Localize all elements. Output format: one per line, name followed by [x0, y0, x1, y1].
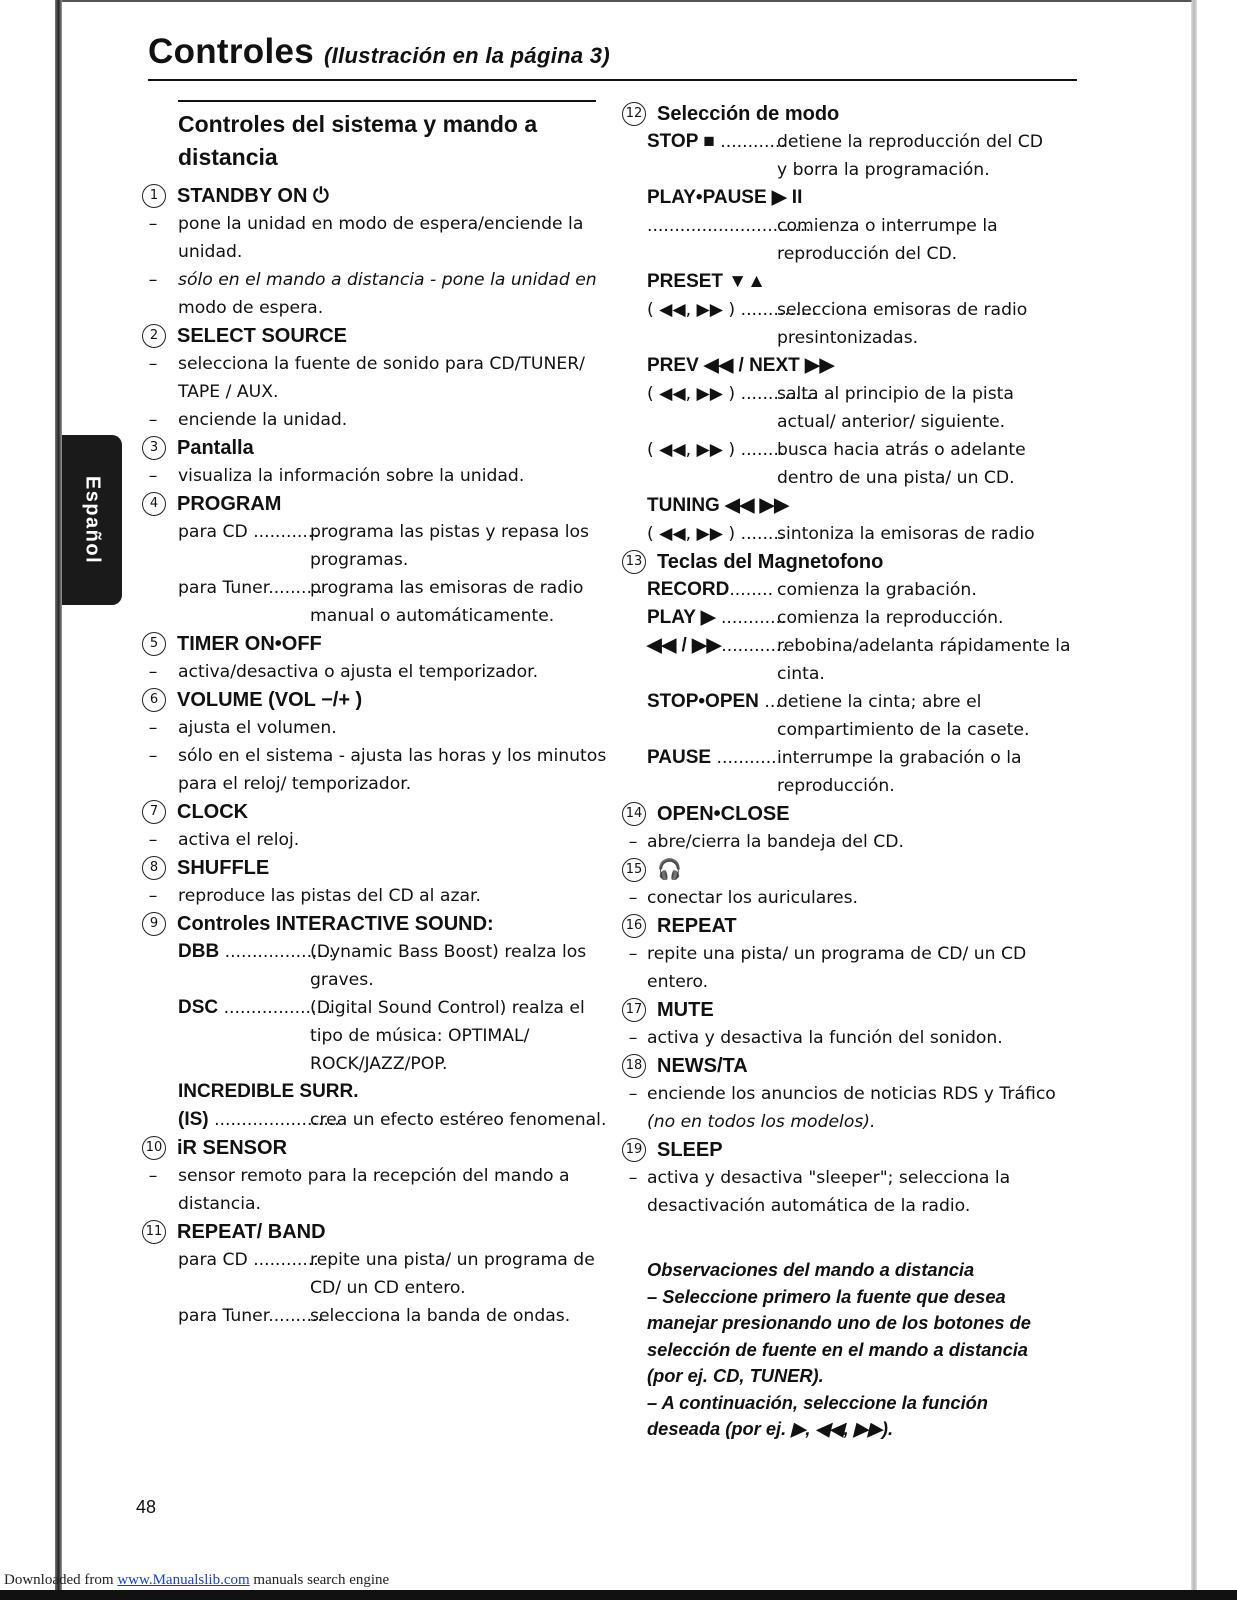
item-title: NEWS/TA	[657, 1055, 748, 1077]
notes-title: Observaciones del mando a distancia	[647, 1259, 975, 1280]
item-desc: – sensor remoto para la recepción del mando a	[142, 1162, 597, 1190]
item-title: MUTE	[657, 999, 714, 1021]
item-desc: – pone la unidad en modo de espera/enciende la	[142, 210, 597, 238]
def-text: salta al principio de la pista	[777, 384, 1014, 404]
scan-edge-bottom	[0, 1590, 1237, 1600]
def-text: programa las emisoras de radio	[310, 578, 584, 598]
def-subhead: PREV ◀◀ / NEXT ▶▶	[647, 355, 835, 376]
def-term: (IS) .......................	[178, 1109, 340, 1130]
item-number: 10	[142, 1136, 166, 1160]
item-title: TIMER ON•OFF	[177, 633, 322, 655]
def-term: STOP ■ ............	[647, 131, 786, 152]
def-text: reproducción del CD.	[777, 244, 958, 264]
def-subhead: PRESET ▼▲	[647, 271, 766, 292]
def-term: RECORD........	[647, 579, 774, 600]
control-item-18	[622, 1052, 1092, 1136]
control-item-11	[142, 1218, 597, 1330]
control-item-5	[142, 630, 597, 686]
item-title: SELECT SOURCE	[177, 325, 348, 347]
control-item-9	[142, 910, 607, 1134]
def-text: interrumpe la grabación o la	[777, 748, 1022, 768]
def-term: para CD ............	[178, 1250, 319, 1270]
def-term: ( ◀◀, ▶▶ ) ........	[647, 524, 785, 544]
manualslib-link[interactable]: www.Manualslib.com	[117, 1572, 250, 1588]
control-item-17	[622, 996, 1092, 1052]
def-term: ( ◀◀, ▶▶ ) ..............	[647, 300, 818, 320]
def-term: para Tuner..........	[178, 578, 323, 598]
def-subhead: TUNING ◀◀ ▶▶	[647, 495, 789, 516]
def-term: ..............................	[647, 216, 811, 236]
control-item-6	[142, 686, 607, 798]
item-desc: – conectar los auriculares.	[622, 884, 1092, 912]
item-number: 2	[142, 324, 166, 348]
item-number: 14	[622, 802, 646, 826]
def-text: selecciona emisoras de radio	[777, 300, 1028, 320]
download-footer: Downloaded from www.Manualslib.com manuals search engine	[4, 1572, 390, 1588]
item-number: 15	[622, 858, 646, 882]
page-subtitle: (Ilustración en la página 3)	[324, 43, 610, 68]
item-number: 3	[142, 436, 166, 460]
item-desc: entero.	[647, 972, 709, 992]
item-title: Controles INTERACTIVE SOUND:	[177, 913, 494, 935]
page-title: Controles (Ilustración en la página 3)	[148, 32, 610, 71]
def-text: CD/ un CD entero.	[310, 1278, 466, 1298]
item-number: 1	[142, 184, 166, 208]
def-term: para CD ............	[178, 522, 319, 542]
def-term: para Tuner..........	[178, 1306, 323, 1326]
item-number: 6	[142, 688, 166, 712]
def-text: reproducción.	[777, 776, 895, 796]
remote-control-notes	[647, 1257, 1067, 1443]
item-title: Teclas del Magnetofono	[657, 551, 884, 573]
item-desc: modo de espera.	[178, 298, 324, 318]
item-number: 11	[142, 1220, 166, 1244]
item-title: REPEAT	[657, 915, 737, 937]
def-text: cinta.	[777, 664, 825, 684]
page-number: 48	[136, 1497, 157, 1517]
def-subhead: PLAY•PAUSE ▶ II	[647, 187, 803, 208]
section-title: Controles del sistema y mando a distancia	[178, 111, 538, 170]
def-text: graves.	[310, 970, 374, 990]
def-text: manual o automáticamente.	[310, 606, 555, 626]
def-text: dentro de una pista/ un CD.	[777, 468, 1015, 488]
item-title: Selección de modo	[657, 103, 840, 125]
item-title: CLOCK	[177, 801, 249, 823]
def-text: detiene la cinta; abre el	[777, 692, 982, 712]
control-item-3	[142, 434, 597, 490]
item-number: 9	[142, 912, 166, 936]
def-term: ◀◀ / ▶▶............	[647, 635, 787, 656]
item-desc: – abre/cierra la bandeja del CD.	[622, 828, 1092, 856]
def-text: presintonizadas.	[777, 328, 919, 348]
notes-line: selección de fuente en el mando a distancia	[647, 1338, 1028, 1360]
def-text: sintoniza la emisoras de radio	[777, 524, 1035, 544]
def-text: (Dynamic Bass Boost) realza los	[310, 942, 587, 962]
item-desc: – enciende los anuncios de noticias RDS y Tráfico	[622, 1080, 1092, 1108]
control-item-12	[622, 100, 1092, 548]
item-desc: – sólo en el mando a distancia - pone la unidad en	[142, 266, 597, 294]
left-column	[142, 100, 607, 1330]
def-term: DSC ....................	[178, 997, 333, 1018]
def-term: PAUSE ............	[647, 747, 783, 768]
notes-line: – A continuación, seleccione la función	[647, 1391, 988, 1413]
language-tab-label: Español	[81, 475, 104, 565]
item-title: STANDBY ON ⏻	[177, 185, 329, 207]
def-subhead: INCREDIBLE SURR.	[178, 1081, 359, 1102]
item-desc: – reproduce las pistas del CD al azar.	[142, 882, 597, 910]
item-number: 13	[622, 550, 646, 574]
def-term: ( ◀◀, ▶▶ ) ........	[647, 440, 785, 460]
control-item-13	[622, 548, 1092, 800]
def-text: comienza la grabación.	[777, 580, 977, 600]
def-term: STOP•OPEN ...	[647, 691, 781, 712]
item-desc: – enciende la unidad.	[142, 406, 597, 434]
item-desc: TAPE / AUX.	[178, 382, 279, 402]
def-text: actual/ anterior/ siguiente.	[777, 412, 1006, 432]
notes-line: (por ej. CD, TUNER).	[647, 1365, 824, 1386]
item-desc: – activa y desactiva la función del sonidon.	[622, 1024, 1092, 1052]
item-title: PROGRAM	[177, 493, 282, 515]
item-title: SHUFFLE	[177, 857, 270, 879]
def-term: PLAY ▶ ............	[647, 607, 787, 628]
notes-line: deseada (por ej. ▶, ◀◀, ▶▶).	[647, 1418, 894, 1439]
def-text: selecciona la banda de ondas.	[310, 1306, 571, 1326]
control-item-2	[142, 322, 597, 434]
item-desc: – activa el reloj.	[142, 826, 597, 854]
notes-line: manejar presionando uno de los botones de	[647, 1312, 1031, 1333]
section-rule	[178, 100, 596, 102]
def-text: crea un efecto estéreo fenomenal.	[310, 1110, 607, 1130]
def-text: busca hacia atrás o adelante	[777, 440, 1026, 460]
control-item-4	[142, 490, 597, 630]
header-rule	[148, 79, 1077, 81]
control-item-8	[142, 854, 597, 910]
def-text: (Digital Sound Control) realza el	[310, 998, 585, 1018]
def-text: comienza la reproducción.	[777, 608, 1004, 628]
item-desc: distancia.	[178, 1194, 262, 1214]
item-desc: (no en todos los modelos).	[647, 1112, 876, 1132]
item-desc: – visualiza la información sobre la unidad.	[142, 462, 597, 490]
def-term: DBB ....................	[178, 941, 334, 962]
scan-edge-top	[62, 0, 1192, 2]
item-number: 4	[142, 492, 166, 516]
item-title: iR SENSOR	[177, 1137, 288, 1159]
item-number: 12	[622, 102, 646, 126]
item-title: SLEEP	[657, 1139, 723, 1161]
right-column	[622, 100, 1092, 1220]
def-text: programa las pistas y repasa los	[310, 522, 589, 542]
item-desc: – selecciona la fuente de sonido para CD/TUNER/	[142, 350, 597, 378]
item-number: 17	[622, 998, 646, 1022]
item-desc: – sólo en el sistema - ajusta las horas y los minutos	[142, 742, 597, 770]
item-desc: – activa/desactiva o ajusta el temporizador.	[142, 658, 597, 686]
control-item-15	[622, 856, 1092, 912]
item-title: REPEAT/ BAND	[177, 1221, 326, 1243]
def-text: detiene la reproducción del CD	[777, 132, 1043, 152]
item-desc: – repite una pista/ un programa de CD/ un CD	[622, 940, 1092, 968]
item-number: 19	[622, 1138, 646, 1162]
def-text: y borra la programación.	[777, 160, 990, 180]
def-text: compartimiento de la casete.	[777, 720, 1030, 740]
control-item-7	[142, 798, 597, 854]
language-tab	[62, 435, 122, 605]
def-text: rebobina/adelanta rápidamente la	[777, 636, 1071, 656]
control-item-10	[142, 1134, 597, 1218]
notes-line: – Seleccione primero la fuente que desea	[647, 1285, 1006, 1307]
item-desc: – ajusta el volumen.	[142, 714, 597, 742]
headphones-icon: 🎧	[657, 859, 682, 881]
item-desc: unidad.	[178, 242, 243, 262]
control-item-1	[142, 182, 597, 322]
scan-edge-left	[55, 0, 62, 1600]
def-text: ROCK/JAZZ/POP.	[310, 1054, 448, 1074]
item-number: 16	[622, 914, 646, 938]
control-item-14	[622, 800, 1092, 856]
item-title: VOLUME (VOL −/+ )	[177, 689, 363, 711]
item-desc: – activa y desactiva "sleeper"; selecciona la	[622, 1164, 1092, 1192]
control-item-19	[622, 1136, 1092, 1220]
item-title: Pantalla	[177, 437, 254, 459]
item-title: OPEN•CLOSE	[657, 803, 790, 825]
item-desc: para el reloj/ temporizador.	[178, 774, 412, 794]
control-item-16	[622, 912, 1092, 996]
item-desc: desactivación automática de la radio.	[647, 1196, 971, 1216]
item-number: 18	[622, 1054, 646, 1078]
def-text: tipo de música: OPTIMAL/	[310, 1026, 530, 1046]
def-text: comienza o interrumpe la	[777, 216, 998, 236]
def-term: ( ◀◀, ▶▶ ) ..............	[647, 384, 818, 404]
def-text: programas.	[310, 550, 409, 570]
item-number: 5	[142, 632, 166, 656]
scan-edge-right	[1191, 0, 1197, 1600]
def-text: repite una pista/ un programa de	[310, 1250, 595, 1270]
item-number: 7	[142, 800, 166, 824]
item-number: 8	[142, 856, 166, 880]
